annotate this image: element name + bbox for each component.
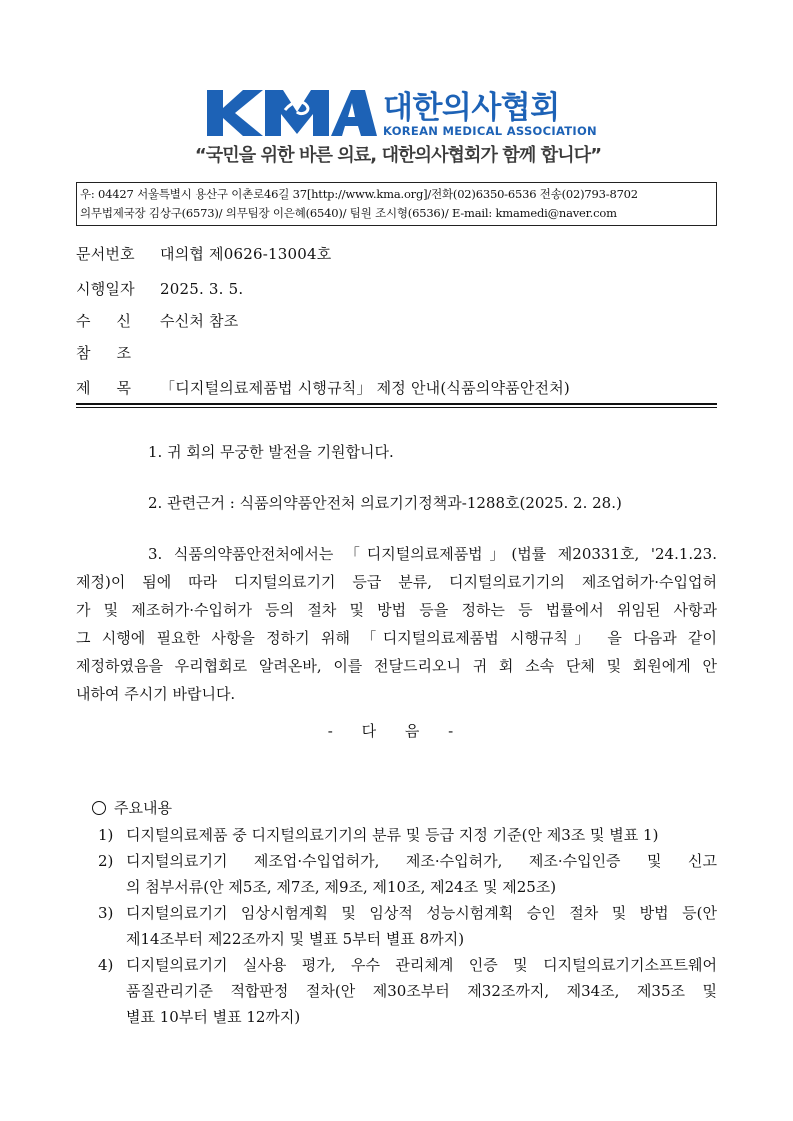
summary-title — [92, 797, 172, 818]
contact-address-line: 우: 04427 서울특별시 용산구 이촌로46길 37[http://www.kma.org]/전화(02)6350-6536 전송(02)793-8702 — [80, 187, 638, 201]
subject-label: 제목 — [76, 379, 157, 397]
paragraph-3 — [76, 540, 717, 708]
circle-bullet-icon — [92, 801, 106, 815]
summary-item-line: 디지털의료기기 임상시험계획 및 임상적 성능시험계획 승인 절차 및 방법 등(안 — [126, 904, 717, 922]
org-name-english: KOREAN MEDICAL ASSOCIATION — [383, 124, 597, 138]
paragraph-3-line: 제정)이 됨에 따라 디지털의료기기 등급 분류, 디지털의료기기의 제조업허가·수입업허 — [76, 573, 717, 591]
contact-box — [76, 182, 717, 226]
header-divider-thick — [76, 403, 717, 405]
summary-item-line: 품질관리기준 적합판정 절차(안 제30조부터 제32조까지, 제34조, 제35조 및 — [126, 982, 717, 1000]
date-label: 시행일자 — [76, 280, 135, 298]
summary-item — [98, 900, 717, 952]
paragraph-3-line: 그 시행에 필요한 사항을 정하기 위해 「디지털의료제품법 시행규칙」 을 다음과 같이 — [76, 629, 717, 647]
paragraph-3-line: 제정하였음을 우리협회로 알려온바, 이를 전달드리오니 귀 회 소속 단체 및 회원에게 안 — [76, 657, 717, 675]
recipient-label: 수신 — [76, 312, 157, 330]
contact-staff-line: 의무법제국장 김상구(6573)/ 의무팀장 이은혜(6540)/ 팀원 조시형(6536)/ E-mail: kmamedi@naver.com — [80, 206, 617, 220]
reference-label: 참조 — [76, 344, 157, 362]
doc-number-value: 대의협 제0626-13004호 — [160, 245, 332, 263]
summary-item-line: 디지털의료기기 제조업·수입업허가, 제조·수입허가, 제조·수입인증 및 신고 — [126, 852, 717, 870]
reference-field — [76, 342, 160, 363]
doc-number-field — [76, 243, 331, 264]
doc-number-label: 문서번호 — [76, 245, 135, 263]
summary-item-line: 별표 10부터 별표 12까지) — [126, 1008, 301, 1026]
summary-title-text: 주요내용 — [114, 799, 172, 817]
slogan: “국민을 위한 바른 의료, 대한의사협회가 함께 합니다” — [194, 145, 602, 166]
subject-field — [76, 377, 570, 398]
paragraph-3-line: 내하여 주시기 바랍니다. — [76, 685, 236, 703]
summary-item-line: 디지털의료기기 실사용 평가, 우수 관리체계 인증 및 디지털의료기기소프트웨어 — [126, 956, 717, 974]
summary-item-line: 제14조부터 제22조까지 및 별표 5부터 별표 8까지) — [126, 930, 465, 948]
summary-item-line: 의 첨부서류(안 제5조, 제7조, 제9조, 제10조, 제24조 및 제25조) — [126, 878, 557, 896]
summary-item-number: 3) — [98, 904, 114, 922]
summary-item-number: 2) — [98, 852, 114, 870]
paragraph-3-line: 3. 식품의약품안전처에서는 「디지털의료제품법」(법률 제20331호, '24.1.23. — [148, 545, 717, 563]
paragraph-1: 1. 귀 회의 무궁한 발전을 기원합니다. — [148, 443, 394, 461]
summary-item-number: 4) — [98, 956, 114, 974]
summary-item — [98, 952, 717, 1030]
recipient-value: 수신처 참조 — [160, 312, 239, 330]
paragraph-2: 2. 관련근거 : 식품의약품안전처 의료기기정책과-1288호(2025. 2. 28.) — [148, 494, 622, 512]
subject-value: 「디지털의료제품법 시행규칙」 제정 안내(식품의약품안전처) — [160, 379, 570, 397]
summary-item-number: 1) — [98, 826, 114, 844]
summary-item — [98, 822, 717, 848]
paragraph-3-line: 가 및 제조허가·수입허가 등의 절차 및 방법 등을 정하는 등 법률에서 위임된 사항과 — [76, 601, 717, 619]
org-name-korean: 대한의사협회 — [383, 90, 560, 126]
summary-item-line: 디지털의료제품 중 디지털의료기기의 분류 및 등급 지정 기준(안 제3조 및 별표 1) — [126, 826, 659, 844]
date-field — [76, 278, 243, 299]
summary-item — [98, 848, 717, 900]
header-divider-thin — [76, 407, 717, 408]
kma-logo-icon — [205, 88, 379, 138]
letterhead-logo — [205, 88, 597, 138]
next-section-title: - 다 음 - — [327, 722, 466, 740]
recipient-field — [76, 310, 238, 331]
date-value: 2025. 3. 5. — [160, 280, 244, 298]
